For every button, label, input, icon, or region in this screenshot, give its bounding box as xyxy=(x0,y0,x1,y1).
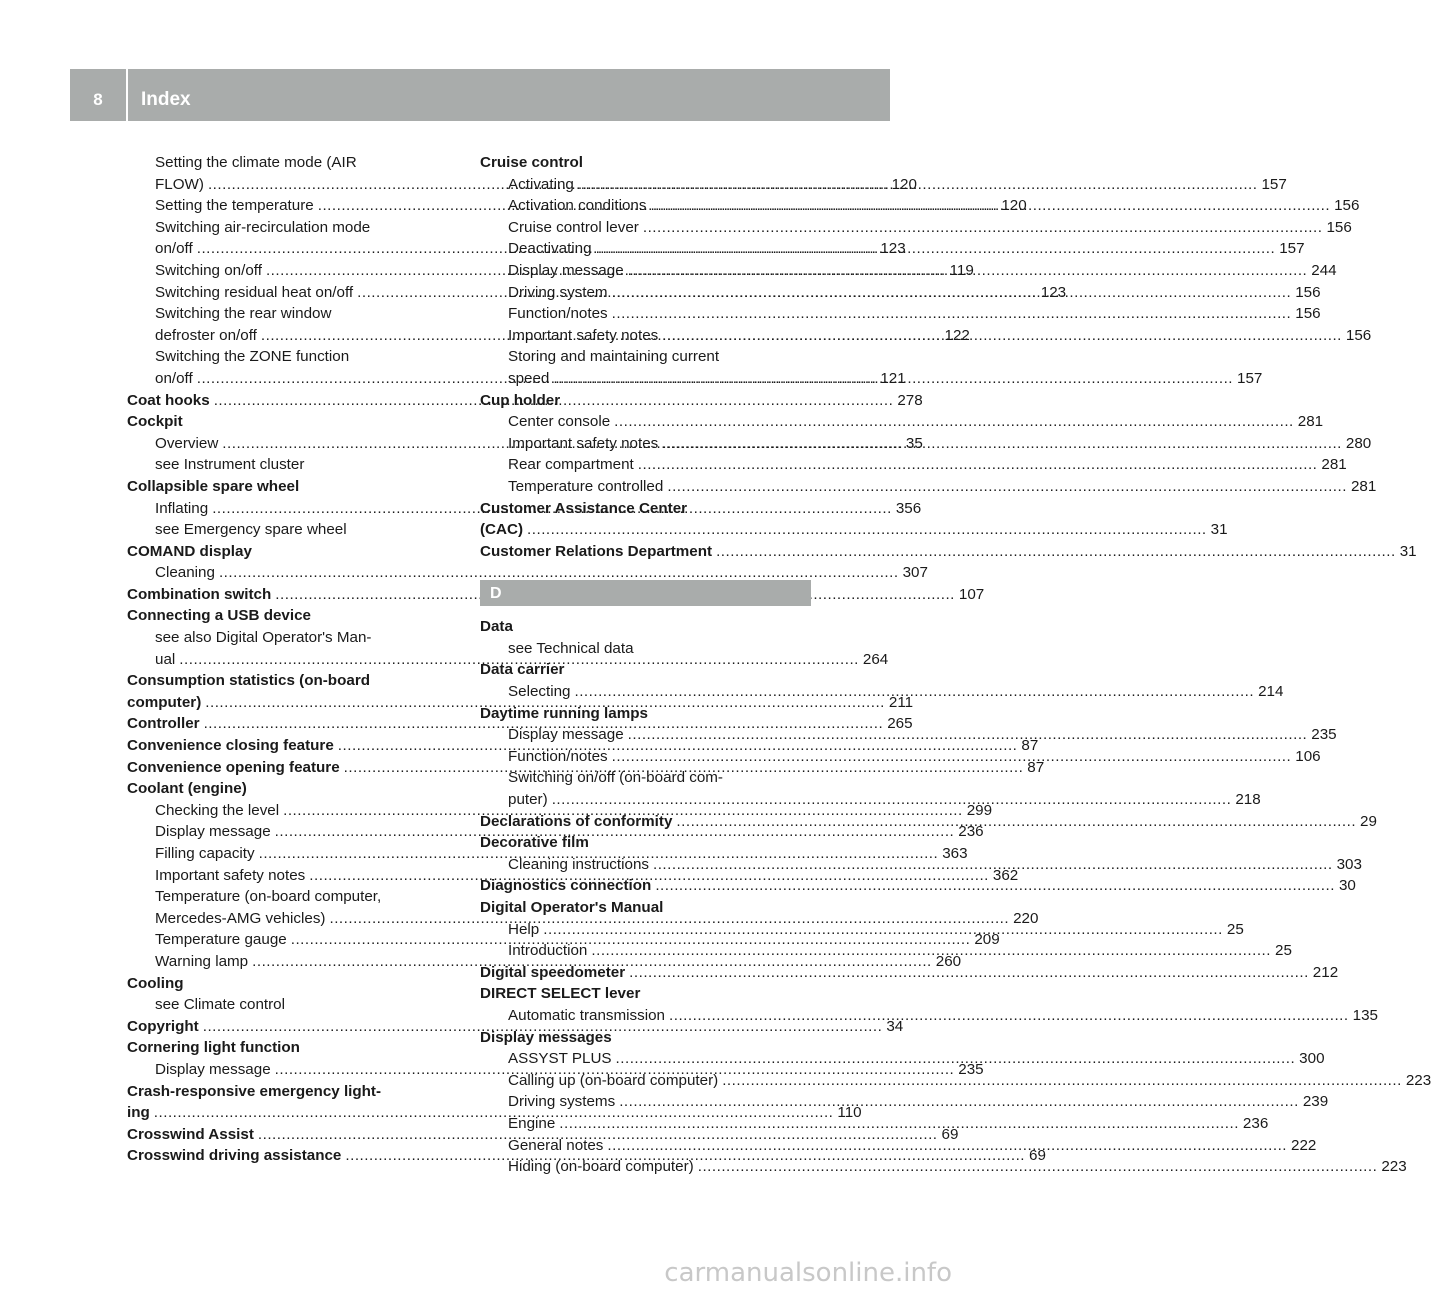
index-subentry xyxy=(127,519,459,541)
entry-text: Automatic transmission xyxy=(508,1006,665,1024)
entry-text: on/off xyxy=(155,369,193,387)
entry-text: Introduction xyxy=(508,942,588,960)
page-reference: 123 xyxy=(880,240,906,258)
entry-text: Customer Relations Department xyxy=(480,542,713,560)
index-subentry xyxy=(480,411,1324,433)
page-reference: 362 xyxy=(992,866,1019,884)
dot-leader xyxy=(543,919,1223,941)
entry-text: Setting the climate mode (AIR xyxy=(155,154,357,171)
entry-text: Engine xyxy=(508,1114,556,1132)
page-reference: 110 xyxy=(837,1104,862,1122)
entry-text: Temperature controlled xyxy=(508,477,664,495)
entry-text: Switching on/off xyxy=(155,261,262,279)
index-entry xyxy=(480,897,811,919)
page-reference: 363 xyxy=(942,845,968,862)
dot-leader xyxy=(643,217,1323,239)
entry-text: Temperature (on-board computer, xyxy=(155,888,382,906)
entry-text: Display message xyxy=(155,1060,271,1078)
dot-leader xyxy=(596,238,1276,260)
entry-text: Display message xyxy=(508,726,624,744)
page-reference: 156 xyxy=(1334,197,1360,215)
index-entry xyxy=(480,519,1228,541)
dot-leader xyxy=(628,260,1308,282)
entry-text: Cleaning xyxy=(155,564,215,582)
entry-text: see also Digital Operator's Man- xyxy=(155,629,372,647)
index-entry xyxy=(127,584,985,606)
entry-text: puter) xyxy=(508,791,548,809)
index-entry xyxy=(480,659,811,681)
entry-text: Convenience opening feature xyxy=(127,758,340,776)
index-subentry xyxy=(480,476,1377,498)
entry-text: Cleaning instructions xyxy=(508,855,649,873)
page-reference: 212 xyxy=(1312,963,1339,981)
index-entry xyxy=(480,498,811,520)
entry-text: see Instrument cluster xyxy=(155,456,305,474)
entry-text: FLOW) xyxy=(155,175,204,193)
page-reference: 278 xyxy=(897,391,923,409)
page-reference: 244 xyxy=(1311,261,1337,279)
page-reference: 260 xyxy=(935,952,962,970)
page-reference: 236 xyxy=(958,823,984,841)
dot-leader xyxy=(591,940,1271,962)
index-subentry xyxy=(480,217,1352,239)
page-reference: 31 xyxy=(1399,542,1417,560)
dot-leader xyxy=(638,454,1318,476)
index-subentry xyxy=(480,346,811,368)
entry-text: speed xyxy=(508,369,550,387)
index-entry xyxy=(480,390,811,412)
index-subentry xyxy=(127,217,459,239)
page-reference: 31 xyxy=(1210,521,1228,539)
entry-text: COMAND display xyxy=(127,542,252,560)
entry-text: Daytime running lamps xyxy=(480,704,648,722)
dot-leader xyxy=(612,282,1292,304)
entry-text: Consumption statistics (on-board xyxy=(127,672,370,690)
entry-text: Warning lamp xyxy=(155,952,249,970)
index-subentry xyxy=(127,454,459,476)
index-entry xyxy=(127,1037,459,1059)
entry-text: Declarations of conformity xyxy=(480,812,673,830)
page-reference: 156 xyxy=(1295,283,1321,301)
dot-leader xyxy=(578,174,1258,196)
index-entry xyxy=(127,541,459,563)
entry-text: Temperature gauge xyxy=(155,931,287,949)
dot-leader xyxy=(722,1070,1402,1092)
index-entry xyxy=(127,670,459,692)
index-entry xyxy=(127,1081,459,1103)
page-reference: 25 xyxy=(1226,920,1244,938)
page-number: 8 xyxy=(93,90,103,109)
entry-text: Connecting a USB device xyxy=(127,607,311,625)
dot-leader xyxy=(612,303,1292,325)
page-reference: 265 xyxy=(887,715,913,733)
page-reference: 236 xyxy=(1242,1114,1269,1132)
page-reference: 281 xyxy=(1297,413,1324,431)
page-reference: 235 xyxy=(958,1060,984,1078)
page-reference: 220 xyxy=(1013,909,1039,927)
page-reference: 29 xyxy=(1360,812,1377,830)
index-subentry xyxy=(127,994,459,1016)
index-subentry xyxy=(127,303,459,325)
entry-text: Deactivating xyxy=(508,240,592,258)
entry-text: Important safety notes xyxy=(508,434,659,452)
entry-text: Overview xyxy=(155,434,219,452)
page-reference: 218 xyxy=(1235,791,1261,809)
entry-text: Display message xyxy=(155,823,271,841)
page-reference: 121 xyxy=(880,369,906,387)
entry-text: Data carrier xyxy=(480,661,565,679)
index-entry xyxy=(480,616,811,638)
entry-text: Diagnostics connection xyxy=(480,877,652,895)
entry-text: ing xyxy=(127,1104,150,1122)
entry-text: Decorative film xyxy=(480,834,589,852)
index-subentry xyxy=(480,454,1347,476)
page-reference: 307 xyxy=(902,564,928,582)
entry-text: Crash-responsive emergency light- xyxy=(127,1082,382,1100)
page-reference: 214 xyxy=(1258,683,1284,701)
entry-text: Display message xyxy=(508,261,624,279)
entry-text: ual xyxy=(155,650,176,668)
entry-text: Digital speedometer xyxy=(480,963,626,981)
entry-text: Cruise control lever xyxy=(508,218,639,236)
entry-text: Mercedes-AMG vehicles) xyxy=(155,909,326,927)
entry-text: Switching the rear window xyxy=(155,305,332,323)
dot-leader xyxy=(527,519,1207,541)
index-entry xyxy=(480,541,1417,563)
index-subentry xyxy=(127,886,459,908)
entry-text: on/off xyxy=(155,240,193,258)
index-subentry xyxy=(127,627,459,649)
dot-leader xyxy=(607,1135,1287,1157)
page-reference: 281 xyxy=(1350,477,1377,495)
entry-text: Inflating xyxy=(155,499,209,517)
page-reference: 300 xyxy=(1299,1050,1325,1068)
entry-text: Digital Operator's Manual xyxy=(480,899,664,916)
entry-text: Storing and maintaining current xyxy=(508,348,720,366)
page-reference: 223 xyxy=(1381,1158,1407,1176)
index-subentry xyxy=(480,303,1321,325)
page-reference: 120 xyxy=(1001,197,1027,215)
entry-text: Cooling xyxy=(127,974,184,992)
dot-leader xyxy=(667,476,1347,498)
index-subentry xyxy=(480,638,811,660)
dot-leader xyxy=(628,724,1308,746)
page-reference: 135 xyxy=(1352,1006,1378,1024)
entry-text: Help xyxy=(508,920,540,938)
entry-text: Coat hooks xyxy=(127,391,210,409)
page-reference: 157 xyxy=(1261,175,1287,193)
page-reference: 222 xyxy=(1291,1136,1317,1154)
index-subentry xyxy=(480,767,811,789)
dot-leader xyxy=(655,875,1335,897)
index-entry xyxy=(480,962,1339,984)
entry-text: Function/notes xyxy=(508,747,608,765)
index-entry xyxy=(480,152,811,174)
dot-leader xyxy=(669,1005,1349,1027)
page-reference: 120 xyxy=(891,175,917,193)
page-reference: 211 xyxy=(888,693,914,711)
entry-text: Setting the temperature xyxy=(155,197,314,215)
page-reference: 239 xyxy=(1302,1093,1329,1111)
index-entry xyxy=(127,973,459,995)
page-reference: 223 xyxy=(1405,1071,1431,1089)
entry-text: Convenience closing feature xyxy=(127,737,334,755)
page-reference: 299 xyxy=(966,801,993,819)
index-entry xyxy=(127,476,459,498)
entry-text: Rear compartment xyxy=(508,456,634,474)
page-reference: 34 xyxy=(886,1017,904,1035)
page-reference: 156 xyxy=(1326,218,1352,236)
page-reference: 106 xyxy=(1295,747,1321,765)
dot-leader xyxy=(612,746,1292,768)
entry-text: Copyright xyxy=(127,1017,199,1035)
entry-text: Cockpit xyxy=(127,413,183,431)
entry-text: Driving system xyxy=(508,283,608,301)
entry-text: see Emergency spare wheel xyxy=(155,521,347,539)
dot-leader xyxy=(629,962,1309,984)
entry-text: ASSYST PLUS xyxy=(508,1050,612,1068)
entry-text: Center console xyxy=(508,413,611,431)
entry-text: Cornering light function xyxy=(127,1039,300,1057)
entry-text: Cup holder xyxy=(480,391,561,409)
section-header-d: D xyxy=(480,580,811,606)
index-entry xyxy=(480,703,811,725)
entry-text: General notes xyxy=(508,1136,604,1154)
header-divider xyxy=(126,69,128,121)
watermark: carmanualsonline.info xyxy=(664,1258,952,1288)
entry-text: see Technical data xyxy=(508,639,634,657)
page-reference: 69 xyxy=(941,1125,959,1143)
index-entry xyxy=(127,411,459,433)
entry-text: (CAC) xyxy=(480,521,524,539)
page-reference: 209 xyxy=(974,931,1000,949)
page-reference: 107 xyxy=(958,585,985,603)
page-reference: 157 xyxy=(1237,369,1263,387)
entry-text: defroster on/off xyxy=(155,326,257,344)
dot-leader xyxy=(574,681,1254,703)
dot-leader xyxy=(559,1113,1239,1135)
page-reference: 87 xyxy=(1021,737,1039,755)
entry-text: Filling capacity xyxy=(155,845,255,862)
entry-text: Function/notes xyxy=(508,305,608,323)
entry-text: Activating xyxy=(508,175,574,193)
entry-text: Switching on/off (on-board com- xyxy=(508,769,723,787)
dot-leader xyxy=(653,854,1333,876)
entry-text: Important safety notes xyxy=(508,326,659,344)
entry-text: Switching air-recirculation mode xyxy=(155,218,371,236)
page-reference: 303 xyxy=(1336,855,1362,873)
entry-text: Data xyxy=(480,618,513,636)
entry-text: Important safety notes xyxy=(155,866,306,884)
index-entry xyxy=(480,1027,811,1049)
page-reference: 69 xyxy=(1029,1147,1046,1165)
entry-text: see Climate control xyxy=(155,996,285,1014)
page-title: Index xyxy=(141,89,191,110)
entry-text: Crosswind Assist xyxy=(127,1125,254,1143)
page-reference: 35 xyxy=(905,434,923,452)
dot-leader xyxy=(716,541,1396,563)
entry-text: Coolant (engine) xyxy=(127,780,247,798)
index-entry xyxy=(127,605,459,627)
page-reference: 156 xyxy=(1345,326,1372,344)
page-reference: 87 xyxy=(1027,758,1045,776)
index-subentry xyxy=(127,346,459,368)
entry-text: Display messages xyxy=(480,1028,612,1046)
dot-leader xyxy=(662,433,1342,455)
dot-leader xyxy=(553,368,1233,390)
entry-text: Cruise control xyxy=(480,154,583,171)
dot-leader xyxy=(662,325,1342,347)
entry-text: Collapsible spare wheel xyxy=(127,477,300,495)
index-subentry xyxy=(127,562,928,584)
page-reference: 281 xyxy=(1321,456,1347,474)
entry-text: Controller xyxy=(127,715,200,733)
entry-text: DIRECT SELECT lever xyxy=(480,985,641,1003)
index-subentry xyxy=(480,1070,1431,1092)
dot-leader xyxy=(616,1048,1296,1070)
dot-leader xyxy=(619,1091,1299,1113)
entry-text: Driving systems xyxy=(508,1093,616,1111)
entry-text: Switching residual heat on/off xyxy=(155,283,354,301)
dot-leader xyxy=(552,789,1232,811)
page-reference: 119 xyxy=(949,261,974,279)
dot-leader xyxy=(614,411,1294,433)
entry-text: Checking the level xyxy=(155,801,280,819)
page-reference: 25 xyxy=(1275,942,1292,960)
index-subentry xyxy=(127,152,459,174)
dot-leader xyxy=(676,811,1356,833)
page-reference: 123 xyxy=(1040,283,1067,301)
dot-leader xyxy=(650,195,1330,217)
index-entry xyxy=(480,983,811,1005)
page-reference: 356 xyxy=(895,499,922,517)
page-reference: 280 xyxy=(1345,434,1372,452)
dot-leader xyxy=(698,1156,1378,1178)
page-reference: 30 xyxy=(1338,877,1356,895)
entry-text: Combination switch xyxy=(127,585,272,603)
entry-text: Hiding (on-board computer) xyxy=(508,1158,694,1176)
entry-text: Crosswind driving assistance xyxy=(127,1147,342,1165)
entry-text: Customer Assistance Center xyxy=(480,499,688,517)
index-entry xyxy=(480,832,811,854)
page-reference: 122 xyxy=(944,326,970,344)
page-reference: 235 xyxy=(1311,726,1337,744)
page-reference: 264 xyxy=(862,650,889,668)
entry-text: Activation conditions xyxy=(508,197,647,215)
entry-text: Selecting xyxy=(508,683,571,701)
entry-text: Switching the ZONE function xyxy=(155,348,350,366)
page-reference: 157 xyxy=(1279,240,1305,258)
page-reference: 156 xyxy=(1295,305,1321,323)
page-header xyxy=(70,69,890,121)
entry-text: computer) xyxy=(127,693,202,711)
index-entry xyxy=(127,778,459,800)
entry-text: Calling up (on-board computer) xyxy=(508,1071,719,1089)
